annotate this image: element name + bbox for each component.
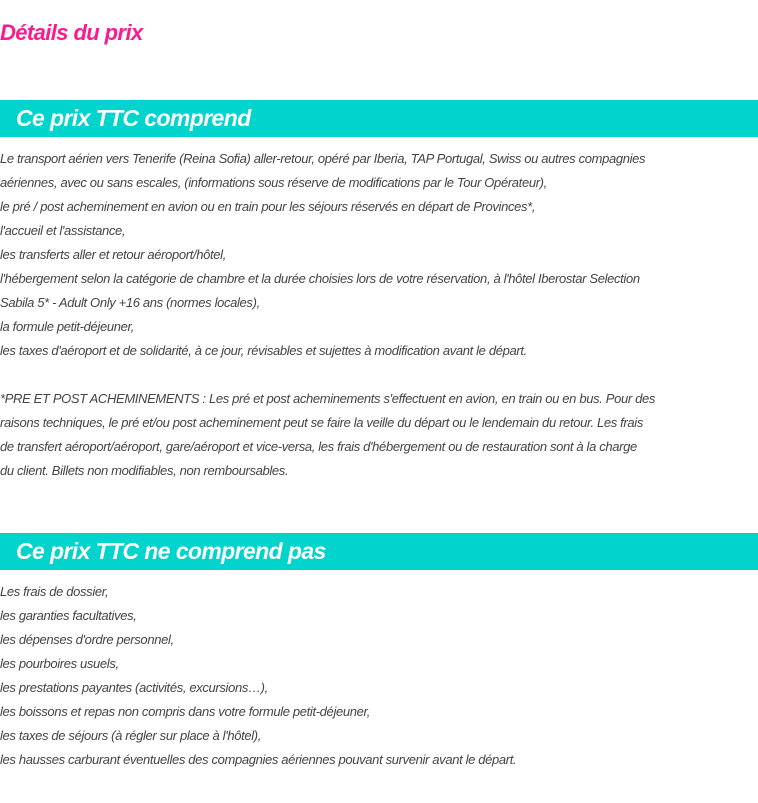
note-line: du client. Billets non modifiables, non remboursables. bbox=[0, 463, 289, 478]
list-item: aériennes, avec ou sans escales, (informations sous réserve de modifications par le Tour Opérateur), bbox=[0, 175, 547, 190]
list-item: les prestations payantes (activités, excursions…), bbox=[0, 680, 268, 695]
page-title: Détails du prix bbox=[0, 20, 143, 45]
list-item: les garanties facultatives, bbox=[0, 608, 137, 623]
list-item: Le transport aérien vers Tenerife (Reina Sofia) aller-retour, opéré par Iberia, TAP Portugal, Swiss ou autres compagnies bbox=[0, 151, 646, 166]
list-item: l'accueil et l'assistance, bbox=[0, 223, 126, 238]
list-item: Les frais de dossier, bbox=[0, 584, 109, 599]
included-list bbox=[0, 147, 758, 363]
list-item: les taxes de séjours (à régler sur place à l'hôtel), bbox=[0, 728, 262, 743]
list-item: les pourboires usuels, bbox=[0, 656, 119, 671]
list-item: Sabila 5* - Adult Only +16 ans (normes locales), bbox=[0, 295, 260, 310]
list-item: les transferts aller et retour aéroport/hôtel, bbox=[0, 247, 226, 262]
list-item: la formule petit-déjeuner, bbox=[0, 319, 134, 334]
list-item: les hausses carburant éventuelles des compagnies aériennes pouvant survenir avant le départ. bbox=[0, 752, 517, 767]
list-item: les taxes d'aéroport et de solidarité, à ce jour, révisables et sujettes à modification avant le départ. bbox=[0, 343, 527, 358]
note-line: de transfert aéroport/aéroport, gare/aéroport et vice-versa, les frais d'hébergement ou de restauration sont à la charge bbox=[0, 439, 637, 454]
excluded-list bbox=[0, 580, 758, 772]
preacheminement-note bbox=[0, 387, 758, 483]
list-item: les boissons et repas non compris dans votre formule petit-déjeuner, bbox=[0, 704, 371, 719]
list-item: le pré / post acheminement en avion ou en train pour les séjours réservés en départ de Provinces*, bbox=[0, 199, 536, 214]
list-item: les dépenses d'ordre personnel, bbox=[0, 632, 174, 647]
note-line: raisons techniques, le pré et/ou post acheminement peut se faire la veille du départ ou le lendemain du retour. Les frais bbox=[0, 415, 643, 430]
included-heading: Ce prix TTC comprend bbox=[0, 100, 758, 137]
note-line: *PRE ET POST ACHEMINEMENTS : Les pré et post acheminements s'effectuent en avion, en train ou en bus. Pour des bbox=[0, 391, 655, 406]
list-item: l'hébergement selon la catégorie de chambre et la durée choisies lors de votre réservation, à l'hôtel Iberostar Selection bbox=[0, 271, 640, 286]
excluded-heading: Ce prix TTC ne comprend pas bbox=[0, 533, 758, 570]
